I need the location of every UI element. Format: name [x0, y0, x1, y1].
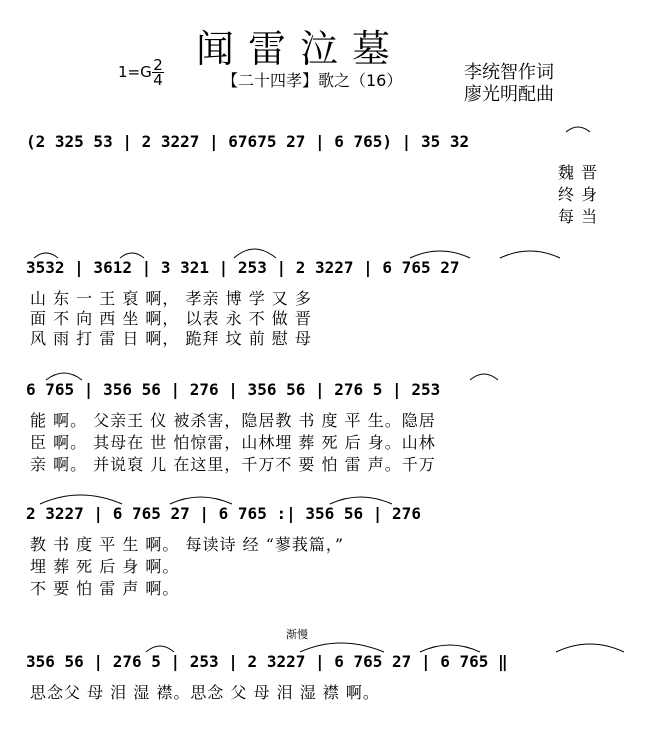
lyric-line-3-1: 能 啊。 父亲王 仪 被杀害，隐居教 书 度 平 生。隐居 — [30, 411, 436, 430]
music-line-2: 3532 | 3612 | 3 321 | 253 | 2 3227 | 6 765 27 — [26, 258, 460, 277]
music-line-1: (2 325 53 | 2 3227 | 67675 27 | 6 765) | 35 32 — [26, 132, 470, 151]
lyric-line-2-1: 山 东 一 王 裒 啊， 孝亲 博 学 又 多 — [30, 289, 312, 308]
slur — [34, 253, 58, 258]
music-line-5: 356 56 | 276 5 | 253 | 2 3227 | 6 765 27 | 6 765 ‖ — [26, 652, 508, 671]
slur — [330, 497, 392, 504]
slur — [120, 253, 144, 258]
lyric-line-2-3: 风 雨 打 雷 日 啊， 跪拜 坟 前 慰 母 — [30, 329, 312, 348]
lyric-line-1-2: 终 身 — [558, 185, 599, 204]
lyric-line-1-1: 魏 晋 — [558, 163, 599, 182]
lyric-line-4-2: 埋 葬 死 后 身 啊。 — [30, 557, 180, 576]
song-title: 闻雷泣墓 — [196, 27, 405, 71]
slur — [556, 644, 624, 652]
slur — [566, 127, 590, 132]
lyric-line-3-3: 亲 啊。 并说裒 儿 在这里，千万不 要 怕 雷 声。千万 — [30, 455, 436, 474]
slur — [46, 373, 82, 380]
slur — [146, 646, 174, 652]
slur — [420, 645, 480, 652]
music-line-4: 2 3227 | 6 765 27 | 6 765 :| 356 56 | 276 — [26, 504, 421, 523]
lyricist-credit: 李统智作词 — [464, 62, 554, 83]
slur — [500, 251, 560, 258]
lyric-line-1-3: 每 当 — [558, 207, 599, 226]
lyric-line-4-3: 不 要 怕 雷 声 啊。 — [30, 579, 180, 598]
slur — [410, 251, 470, 258]
tempo-marking: 渐慢 — [286, 628, 308, 641]
slur — [234, 249, 276, 258]
time-signature-bottom: 4 — [153, 71, 163, 89]
lyric-line-4-1: 教 书 度 平 生 啊。 每读诗 经 “蓼莪篇，” — [30, 535, 345, 554]
lyric-line-3-2: 臣 啊。 其母在 世 怕惊雷，山林埋 葬 死 后 身。山林 — [30, 433, 436, 452]
slur — [40, 495, 122, 504]
slur — [170, 497, 232, 504]
lyric-line-5-1: 思念父 母 泪 湿 襟。思念 父 母 泪 湿 襟 啊。 — [30, 683, 380, 702]
music-line-3: 6 765 | 356 56 | 276 | 356 56 | 276 5 | 253 — [26, 380, 441, 399]
lyric-line-2-2: 面 不 向 西 坐 啊， 以表 永 不 做 晋 — [30, 309, 312, 328]
key-signature: 1=G — [118, 63, 152, 81]
slur — [470, 374, 498, 380]
slur — [300, 643, 384, 652]
song-subtitle: 【二十四孝】歌之（16） — [222, 71, 403, 90]
composer-credit: 廖光明配曲 — [464, 84, 554, 105]
time-signature-top: 2 — [153, 56, 163, 74]
